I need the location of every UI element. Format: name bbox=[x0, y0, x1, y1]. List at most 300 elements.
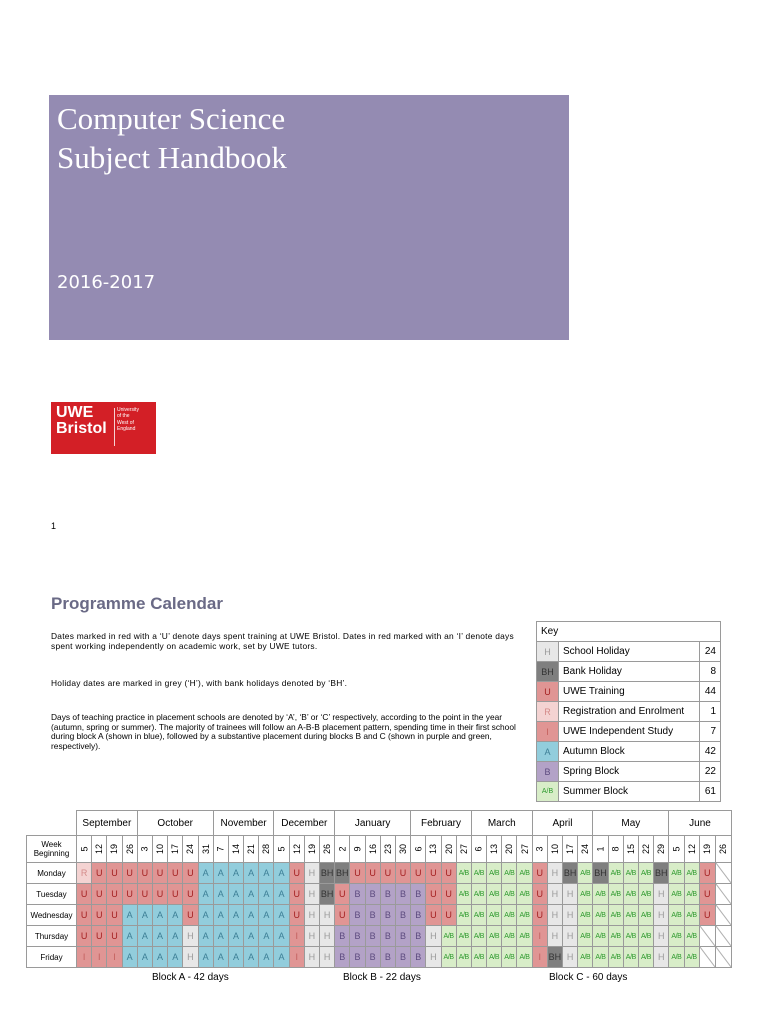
calendar-cell: A/B bbox=[517, 905, 532, 926]
key-table bbox=[536, 621, 721, 802]
calendar-cell: H bbox=[320, 947, 335, 968]
calendar-cell: H bbox=[304, 947, 319, 968]
week-date-text: 16 bbox=[367, 843, 378, 855]
calendar-cell-empty bbox=[715, 947, 731, 968]
calendar-cell: B bbox=[380, 905, 395, 926]
week-date bbox=[259, 836, 274, 863]
calendar-cell: A/B bbox=[684, 905, 699, 926]
logo-line-1: UWE bbox=[56, 404, 94, 421]
calendar-cell: U bbox=[441, 863, 456, 884]
calendar-cell: H bbox=[547, 884, 562, 905]
calendar-cell: A/B bbox=[487, 884, 502, 905]
key-row bbox=[537, 722, 721, 742]
calendar-cell: I bbox=[532, 947, 547, 968]
calendar-cell: A bbox=[244, 926, 259, 947]
key-row bbox=[537, 682, 721, 702]
calendar-cell: B bbox=[395, 926, 410, 947]
calendar-cell: U bbox=[699, 863, 715, 884]
calendar-cell: A/B bbox=[669, 905, 684, 926]
calendar-cell: U bbox=[77, 884, 92, 905]
week-date bbox=[699, 836, 715, 863]
intro-paragraph-training: Dates marked in red with a ‘U’ denote days spent training at UWE Bristol. Dates in red marked with an ‘I’ denote days spent working independently on academic work, set by UWE tutors. bbox=[51, 631, 514, 651]
week-date-text: 17 bbox=[170, 843, 181, 855]
key-row bbox=[537, 782, 721, 802]
calendar-cell: U bbox=[441, 884, 456, 905]
calendar-cell: A/B bbox=[623, 884, 638, 905]
week-date bbox=[426, 836, 441, 863]
calendar-cell: A/B bbox=[487, 905, 502, 926]
calendar-cell: A/B bbox=[487, 947, 502, 968]
calendar-cell: U bbox=[350, 863, 365, 884]
calendar-cell: A bbox=[122, 947, 137, 968]
calendar-cell: A/B bbox=[638, 947, 653, 968]
calendar-cell: H bbox=[320, 926, 335, 947]
calendar-cell: B bbox=[395, 947, 410, 968]
week-date-text: 20 bbox=[443, 843, 454, 855]
week-date bbox=[684, 836, 699, 863]
title-line-1: Computer Science bbox=[57, 101, 286, 136]
calendar-cell: I bbox=[289, 947, 304, 968]
week-date-text: 19 bbox=[109, 843, 120, 855]
calendar-cell: U bbox=[92, 863, 107, 884]
calendar-cell: A/B bbox=[593, 884, 608, 905]
calendar-cell: A/B bbox=[517, 947, 532, 968]
week-date-text: 24 bbox=[185, 843, 196, 855]
calendar-cell: A bbox=[198, 884, 213, 905]
logo-divider bbox=[114, 408, 115, 446]
calendar-cell: A bbox=[137, 926, 152, 947]
calendar-cell: U bbox=[107, 905, 122, 926]
key-label: Bank Holiday bbox=[559, 662, 700, 682]
calendar-cell: U bbox=[183, 863, 198, 884]
calendar-cell: B bbox=[365, 905, 380, 926]
calendar-cell: A/B bbox=[578, 947, 593, 968]
week-date-text: 27 bbox=[519, 843, 530, 855]
calendar-cell: B bbox=[380, 947, 395, 968]
calendar-cell: A bbox=[152, 947, 167, 968]
uwe-bristol-logo bbox=[51, 402, 156, 454]
key-count: 7 bbox=[700, 722, 721, 742]
week-date bbox=[320, 836, 335, 863]
calendar-cell: H bbox=[563, 905, 578, 926]
calendar-cell: U bbox=[183, 905, 198, 926]
week-date bbox=[198, 836, 213, 863]
calendar-cell: A/B bbox=[471, 947, 486, 968]
calendar-cell: B bbox=[365, 884, 380, 905]
week-date-text: 13 bbox=[489, 843, 500, 855]
key-label: Autumn Block bbox=[559, 742, 700, 762]
key-count: 22 bbox=[700, 762, 721, 782]
block-a-label: Block A - 42 days bbox=[152, 972, 229, 983]
week-date bbox=[578, 836, 593, 863]
week-date-text: 6 bbox=[413, 846, 424, 852]
calendar-cell: A bbox=[213, 884, 228, 905]
calendar-cell: A/B bbox=[517, 884, 532, 905]
calendar-cell: A/B bbox=[517, 863, 532, 884]
calendar-cell: U bbox=[137, 863, 152, 884]
calendar-cell: A bbox=[213, 926, 228, 947]
calendar-cell: U bbox=[426, 905, 441, 926]
calendar-cell: A bbox=[228, 905, 243, 926]
calendar-cell: A bbox=[244, 863, 259, 884]
key-swatch: BH bbox=[537, 662, 559, 682]
month-header: April bbox=[532, 811, 593, 836]
month-header: March bbox=[471, 811, 532, 836]
calendar-cell: B bbox=[335, 926, 350, 947]
calendar-cell: A bbox=[244, 884, 259, 905]
week-date bbox=[304, 836, 319, 863]
calendar-cell: U bbox=[441, 905, 456, 926]
week-date-text: 12 bbox=[686, 843, 697, 855]
week-date-text: 24 bbox=[580, 843, 591, 855]
calendar-cell: H bbox=[654, 947, 669, 968]
key-count: 44 bbox=[700, 682, 721, 702]
calendar-cell: A/B bbox=[638, 884, 653, 905]
week-date-text: 19 bbox=[702, 843, 713, 855]
calendar-cell: H bbox=[183, 947, 198, 968]
calendar-cell: A/B bbox=[517, 926, 532, 947]
week-date-text: 23 bbox=[382, 843, 393, 855]
week-date-text: 8 bbox=[610, 846, 621, 852]
calendar-cell: H bbox=[654, 905, 669, 926]
calendar-cell: R bbox=[77, 863, 92, 884]
calendar-cell: H bbox=[320, 905, 335, 926]
calendar-cell: U bbox=[107, 926, 122, 947]
calendar-cell: A/B bbox=[608, 884, 623, 905]
calendar-cell: H bbox=[563, 926, 578, 947]
calendar-cell: A bbox=[259, 926, 274, 947]
calendar-cell: H bbox=[654, 926, 669, 947]
week-date bbox=[532, 836, 547, 863]
calendar-cell-empty bbox=[715, 926, 731, 947]
key-label: Summer Block bbox=[559, 782, 700, 802]
calendar-cell: A/B bbox=[456, 905, 471, 926]
key-swatch: A/B bbox=[537, 782, 559, 802]
calendar-cell: U bbox=[168, 884, 183, 905]
week-date bbox=[623, 836, 638, 863]
calendar-cell: A bbox=[228, 947, 243, 968]
calendar-cell: B bbox=[350, 905, 365, 926]
calendar-cell: B bbox=[411, 905, 426, 926]
logo-sub-line: University bbox=[117, 407, 139, 413]
calendar-cell: A/B bbox=[471, 926, 486, 947]
week-date-text: 12 bbox=[94, 843, 105, 855]
calendar-cell: A/B bbox=[669, 926, 684, 947]
key-swatch: H bbox=[537, 642, 559, 662]
week-date-text: 10 bbox=[155, 843, 166, 855]
calendar-cell: A bbox=[259, 863, 274, 884]
calendar-cell-empty bbox=[715, 905, 731, 926]
week-date-text: 28 bbox=[261, 843, 272, 855]
calendar-cell: A/B bbox=[456, 884, 471, 905]
calendar-cell: A bbox=[259, 905, 274, 926]
month-header: January bbox=[335, 811, 411, 836]
calendar-cell: A bbox=[168, 947, 183, 968]
cover-banner bbox=[49, 95, 569, 340]
key-row bbox=[537, 762, 721, 782]
week-date bbox=[456, 836, 471, 863]
week-date bbox=[107, 836, 122, 863]
calendar-cell: U bbox=[335, 884, 350, 905]
calendar-cell: A/B bbox=[623, 863, 638, 884]
calendar-cell: U bbox=[107, 863, 122, 884]
calendar-cell: A bbox=[198, 905, 213, 926]
week-date bbox=[395, 836, 410, 863]
week-date bbox=[122, 836, 137, 863]
calendar-cell-empty bbox=[715, 863, 731, 884]
calendar-cell: U bbox=[395, 863, 410, 884]
calendar-cell: B bbox=[395, 905, 410, 926]
key-count: 24 bbox=[700, 642, 721, 662]
calendar-cell: B bbox=[411, 884, 426, 905]
calendar-cell: H bbox=[304, 863, 319, 884]
calendar-cell: U bbox=[699, 884, 715, 905]
logo-sub-line: England bbox=[117, 425, 136, 432]
day-row-monday bbox=[27, 863, 732, 884]
calendar-cell: A/B bbox=[471, 905, 486, 926]
calendar-cell: A bbox=[274, 863, 289, 884]
calendar-cell: A bbox=[213, 863, 228, 884]
week-beginning-row bbox=[27, 836, 732, 863]
calendar-cell: B bbox=[365, 926, 380, 947]
week-date bbox=[183, 836, 198, 863]
calendar-cell: A/B bbox=[456, 863, 471, 884]
calendar-cell: B bbox=[380, 926, 395, 947]
calendar-cell: A bbox=[152, 926, 167, 947]
week-date bbox=[77, 836, 92, 863]
week-date bbox=[638, 836, 653, 863]
calendar-cell: B bbox=[411, 947, 426, 968]
calendar-cell: A bbox=[274, 926, 289, 947]
calendar-cell: A bbox=[122, 905, 137, 926]
calendar-cell: A/B bbox=[441, 947, 456, 968]
calendar-cell: A/B bbox=[684, 947, 699, 968]
calendar-cell: B bbox=[365, 947, 380, 968]
week-date-text: 21 bbox=[246, 843, 257, 855]
calendar-cell: BH bbox=[320, 884, 335, 905]
calendar-cell: U bbox=[137, 884, 152, 905]
calendar-cell: B bbox=[395, 884, 410, 905]
calendar-cell: A bbox=[198, 863, 213, 884]
calendar-cell: U bbox=[183, 884, 198, 905]
intro-paragraph-holidays: Holiday dates are marked in grey (‘H’), with bank holidays denoted by ‘BH’. bbox=[51, 678, 348, 688]
block-b-label: Block B - 22 days bbox=[343, 972, 421, 983]
calendar-cell: U bbox=[92, 905, 107, 926]
calendar-cell: U bbox=[426, 884, 441, 905]
calendar-cell: A bbox=[244, 947, 259, 968]
calendar-cell: B bbox=[350, 884, 365, 905]
key-count: 61 bbox=[700, 782, 721, 802]
week-date-text: 3 bbox=[534, 846, 545, 852]
key-swatch: R bbox=[537, 702, 559, 722]
calendar-cell: U bbox=[107, 884, 122, 905]
calendar-cell: U bbox=[411, 863, 426, 884]
week-date bbox=[335, 836, 350, 863]
week-date-text: 13 bbox=[428, 843, 439, 855]
key-header: Key bbox=[537, 622, 721, 642]
calendar-cell: H bbox=[547, 926, 562, 947]
calendar-cell: A bbox=[228, 863, 243, 884]
month-header: February bbox=[411, 811, 472, 836]
key-label: Spring Block bbox=[559, 762, 700, 782]
day-row-thursday bbox=[27, 926, 732, 947]
calendar-cell: A/B bbox=[608, 947, 623, 968]
calendar-cell: H bbox=[654, 884, 669, 905]
day-label: Tuesday bbox=[27, 884, 77, 905]
calendar-cell: B bbox=[350, 947, 365, 968]
calendar-cell: A/B bbox=[669, 947, 684, 968]
week-date-text: 14 bbox=[230, 843, 241, 855]
calendar-cell: A bbox=[259, 884, 274, 905]
key-row bbox=[537, 662, 721, 682]
week-date-text: 31 bbox=[200, 843, 211, 855]
week-date-text: 9 bbox=[352, 846, 363, 852]
week-date-text: 27 bbox=[458, 843, 469, 855]
calendar-cell: A/B bbox=[578, 905, 593, 926]
title-line-2: Subject Handbook bbox=[57, 140, 287, 175]
key-swatch: B bbox=[537, 762, 559, 782]
week-date bbox=[654, 836, 669, 863]
calendar-cell: U bbox=[289, 863, 304, 884]
week-date bbox=[669, 836, 684, 863]
week-date-text: 22 bbox=[641, 843, 652, 855]
week-date bbox=[137, 836, 152, 863]
week-date bbox=[471, 836, 486, 863]
calendar-cell: A/B bbox=[578, 926, 593, 947]
calendar-cell: A/B bbox=[608, 863, 623, 884]
day-label: Friday bbox=[27, 947, 77, 968]
key-swatch: U bbox=[537, 682, 559, 702]
month-header: October bbox=[137, 811, 213, 836]
calendar-cell: H bbox=[547, 905, 562, 926]
calendar-cell: A/B bbox=[684, 926, 699, 947]
calendar-cell: A bbox=[168, 905, 183, 926]
week-date bbox=[563, 836, 578, 863]
calendar-cell: BH bbox=[593, 863, 608, 884]
calendar-cell: H bbox=[426, 947, 441, 968]
week-date bbox=[350, 836, 365, 863]
logo-sub-line: West of bbox=[117, 419, 134, 426]
month-header: June bbox=[669, 811, 731, 836]
calendar-cell: U bbox=[122, 863, 137, 884]
key-row bbox=[537, 702, 721, 722]
day-label: Monday bbox=[27, 863, 77, 884]
key-swatch: I bbox=[537, 722, 559, 742]
calendar-cell: A/B bbox=[502, 926, 517, 947]
day-row-friday bbox=[27, 947, 732, 968]
week-date-text: 26 bbox=[718, 843, 729, 855]
calendar-cell: A bbox=[228, 884, 243, 905]
key-label: Registration and Enrolment bbox=[559, 702, 700, 722]
week-date-text: 5 bbox=[671, 846, 682, 852]
calendar-cell: A/B bbox=[487, 863, 502, 884]
key-header-row bbox=[537, 622, 721, 642]
calendar-cell: A/B bbox=[502, 863, 517, 884]
calendar-cell: A bbox=[259, 947, 274, 968]
week-date-text: 10 bbox=[549, 843, 560, 855]
week-date bbox=[365, 836, 380, 863]
calendar-cell: A bbox=[274, 947, 289, 968]
month-header-row bbox=[27, 811, 732, 836]
week-date-text: 2 bbox=[337, 846, 348, 852]
calendar-cell: A bbox=[137, 905, 152, 926]
calendar-cell: H bbox=[304, 905, 319, 926]
week-date bbox=[608, 836, 623, 863]
calendar-cell: A/B bbox=[502, 905, 517, 926]
calendar-cell: A/B bbox=[578, 863, 593, 884]
week-date bbox=[168, 836, 183, 863]
logo-sub-line: of the bbox=[117, 413, 130, 420]
week-date bbox=[441, 836, 456, 863]
calendar-cell: A/B bbox=[638, 926, 653, 947]
day-row-wednesday bbox=[27, 905, 732, 926]
key-row bbox=[537, 642, 721, 662]
day-row-tuesday bbox=[27, 884, 732, 905]
calendar-cell: U bbox=[289, 905, 304, 926]
calendar-cell: BH bbox=[320, 863, 335, 884]
calendar-cell: H bbox=[304, 926, 319, 947]
week-date-text: 6 bbox=[473, 846, 484, 852]
calendar-cell: U bbox=[152, 884, 167, 905]
week-date bbox=[228, 836, 243, 863]
calendar-cell: BH bbox=[654, 863, 669, 884]
logo-line-2: Bristol bbox=[56, 420, 107, 437]
intro-paragraph-placements: Days of teaching practice in placement schools are denoted by ‘A’, ‘B’ or ‘C’ respectively, according to the point in the year (autumn, spring or summer). The majority of trainees will follow an A-B-B placement pattern, spending time in their first school during block A (shown in blue), followed by a substantive placement during blocks B and C (shown in purple and green, respectively). bbox=[51, 712, 516, 751]
calendar-cell: A/B bbox=[623, 926, 638, 947]
calendar-cell: U bbox=[365, 863, 380, 884]
calendar-cell: A bbox=[137, 947, 152, 968]
calendar-cell: U bbox=[289, 884, 304, 905]
calendar-cell: A/B bbox=[487, 926, 502, 947]
month-header: December bbox=[274, 811, 335, 836]
calendar-cell: A bbox=[198, 947, 213, 968]
week-date-text: 19 bbox=[306, 843, 317, 855]
programme-calendar-table bbox=[26, 810, 732, 968]
calendar-cell: A/B bbox=[471, 863, 486, 884]
week-date bbox=[517, 836, 532, 863]
calendar-cell: A/B bbox=[638, 863, 653, 884]
week-date-text: 12 bbox=[291, 843, 302, 855]
calendar-cell: H bbox=[547, 863, 562, 884]
calendar-cell-empty bbox=[699, 947, 715, 968]
week-date bbox=[502, 836, 517, 863]
month-header: May bbox=[593, 811, 669, 836]
calendar-cell: A bbox=[228, 926, 243, 947]
calendar-cell: A/B bbox=[638, 905, 653, 926]
calendar-cell: U bbox=[92, 884, 107, 905]
week-date-text: 29 bbox=[656, 843, 667, 855]
calendar-cell: B bbox=[335, 947, 350, 968]
calendar-cell: U bbox=[532, 863, 547, 884]
calendar-cell: U bbox=[426, 863, 441, 884]
calendar-cell: U bbox=[122, 884, 137, 905]
calendar-cell: I bbox=[77, 947, 92, 968]
calendar-cell: H bbox=[183, 926, 198, 947]
calendar-cell: I bbox=[532, 926, 547, 947]
week-date bbox=[213, 836, 228, 863]
week-date bbox=[547, 836, 562, 863]
logo-wordmark bbox=[56, 405, 107, 437]
document-title bbox=[57, 99, 287, 177]
calendar-cell: U bbox=[168, 863, 183, 884]
calendar-cell: A/B bbox=[608, 926, 623, 947]
month-header: November bbox=[213, 811, 274, 836]
week-date-text: 15 bbox=[625, 843, 636, 855]
week-date-text: 26 bbox=[124, 843, 135, 855]
calendar-cell: A/B bbox=[623, 905, 638, 926]
calendar-cell: U bbox=[380, 863, 395, 884]
day-label: Thursday bbox=[27, 926, 77, 947]
